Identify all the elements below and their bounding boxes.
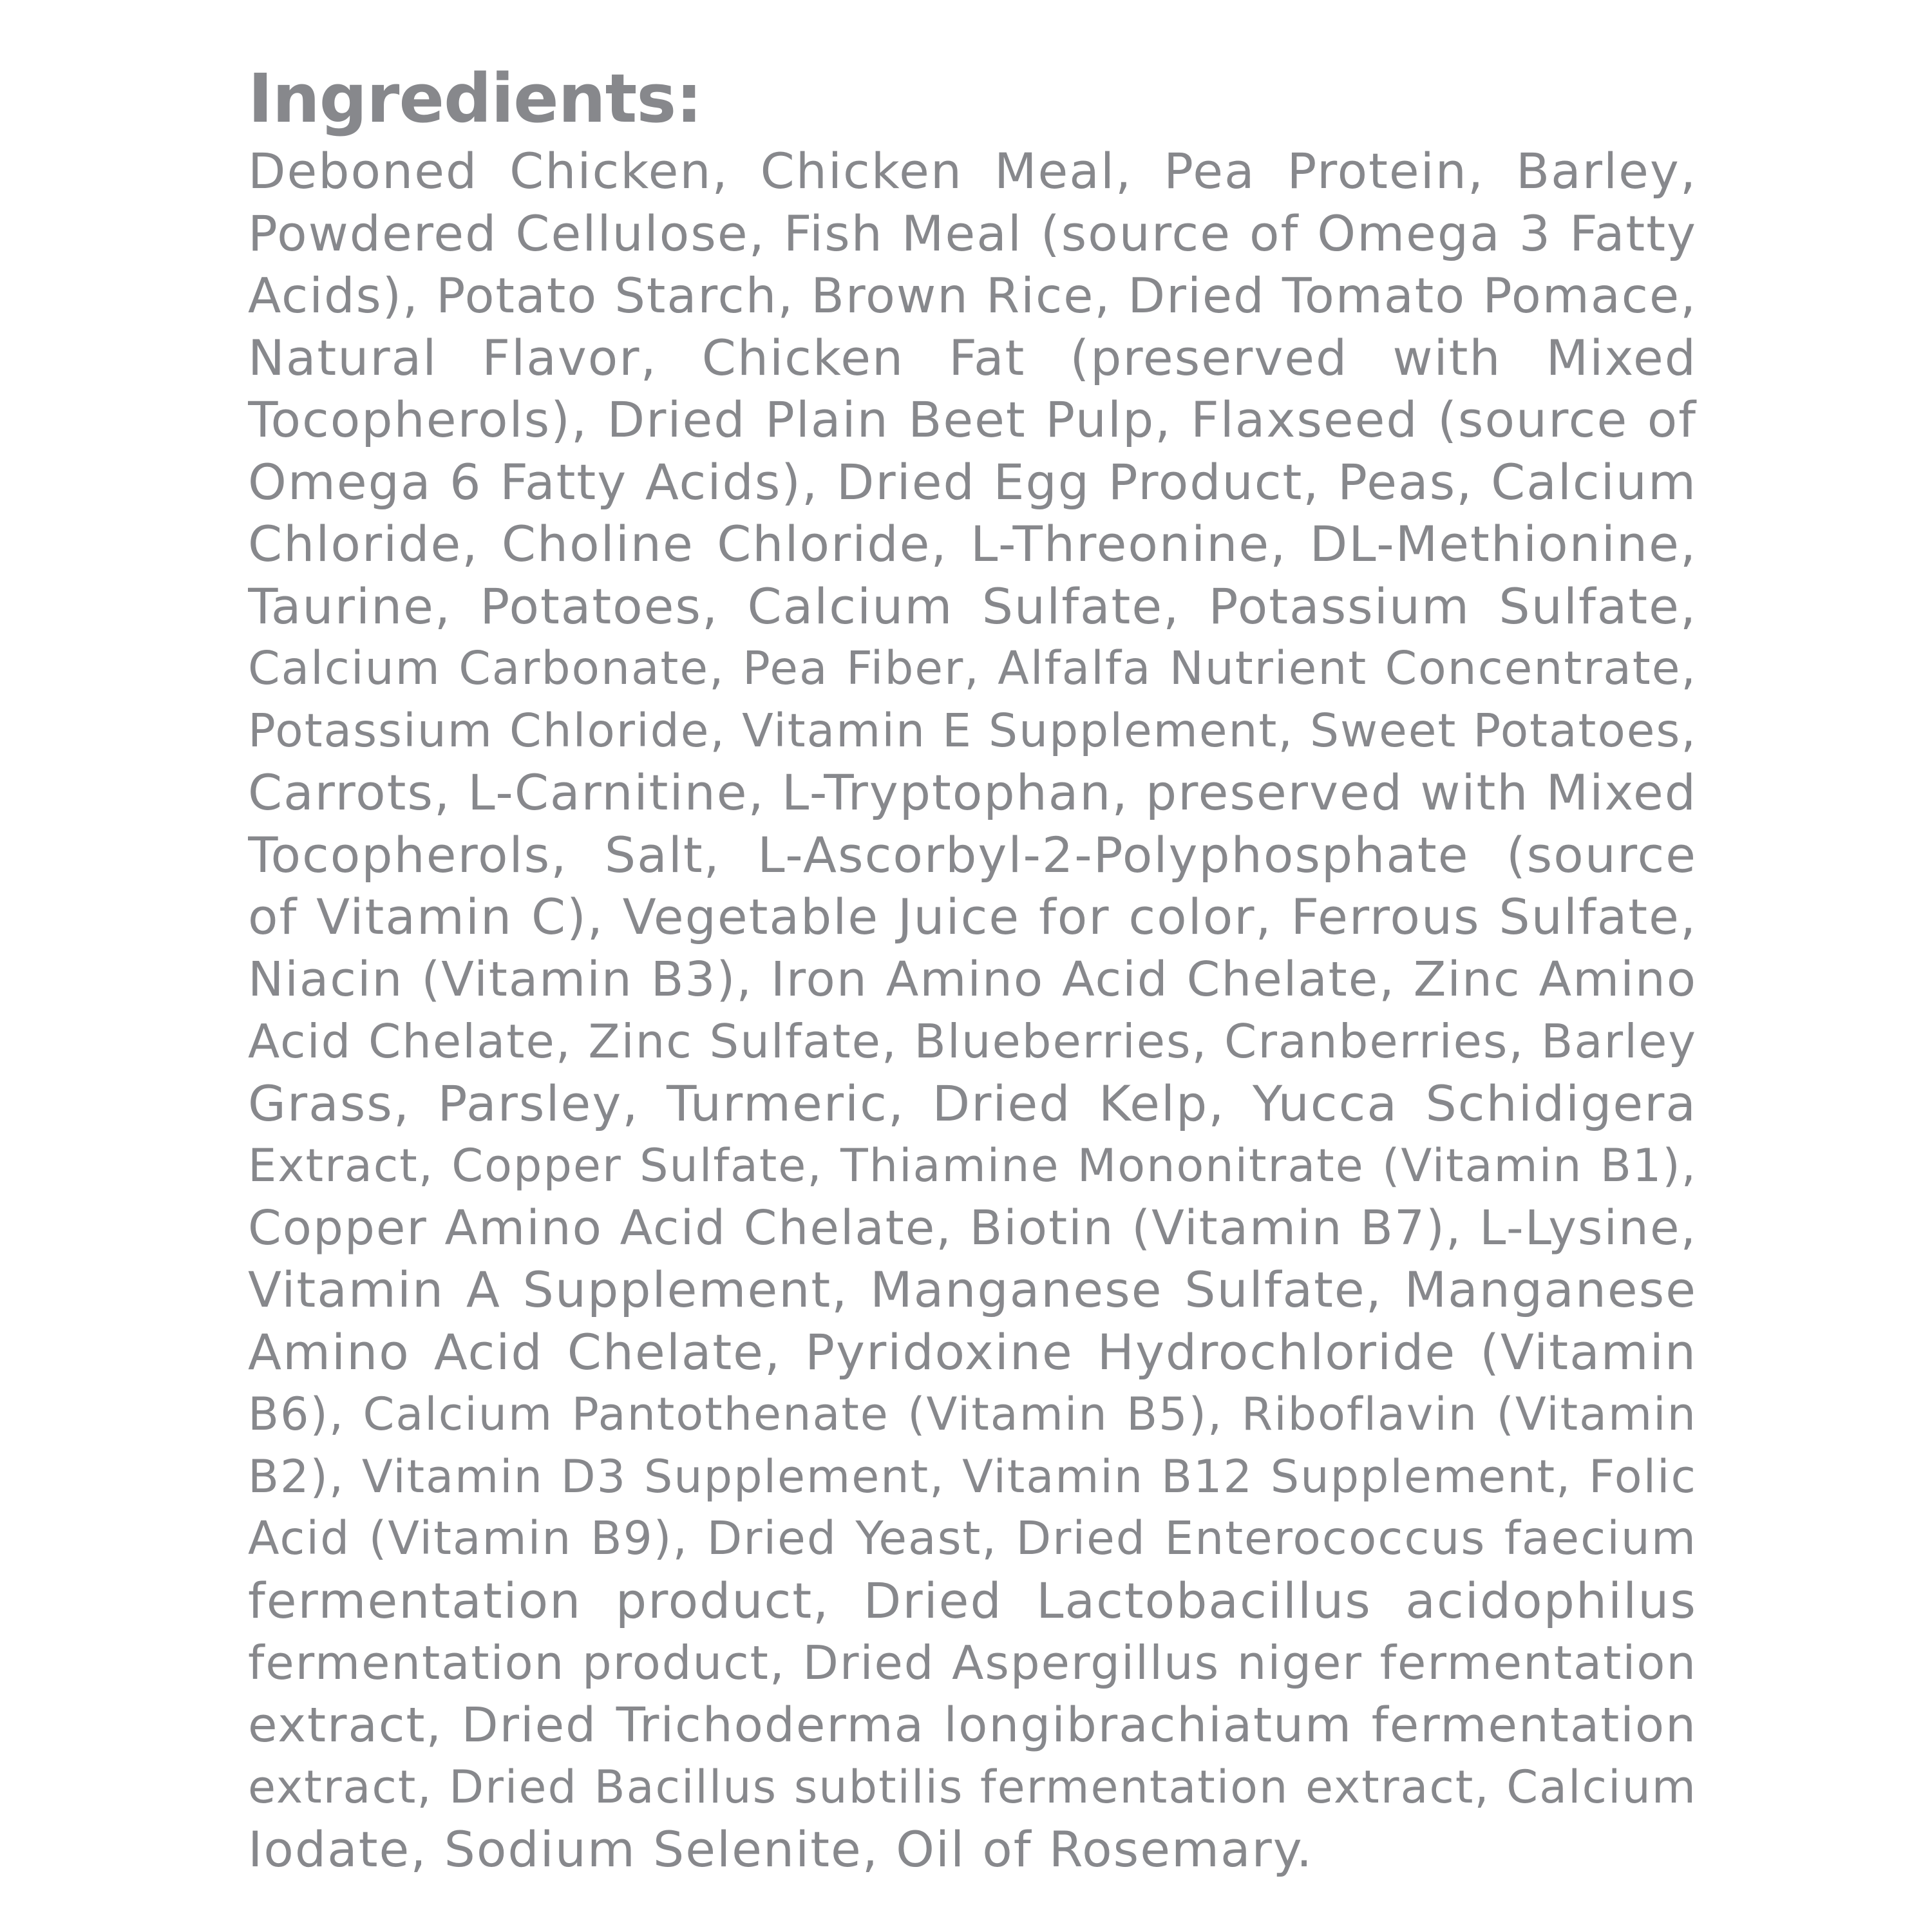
ingredient-line: Iodate, Sodium Selenite, Oil of Rosemary. <box>248 1820 1314 1878</box>
ingredient-line: Tocopherols), Dried Plain Beet Pulp, Flaxseed (source of <box>248 391 1697 448</box>
ingredient-line: extract, Dried Trichoderma longibrachiatum fermentation <box>248 1697 1697 1753</box>
ingredients-heading: Ingredients: <box>248 59 702 138</box>
ingredient-line: Chloride, Choline Chloride, L-Threonine, DL-Methionine, <box>248 515 1697 573</box>
ingredient-line: Amino Acid Chelate, Pyridoxine Hydrochloride (Vitamin <box>248 1323 1697 1381</box>
ingredient-line: Grass, Parsley, Turmeric, Dried Kelp, Yucca Schidigera <box>248 1074 1697 1132</box>
ingredient-line: Natural Flavor, Chicken Fat (preserved with Mixed <box>248 328 1697 386</box>
ingredient-line: B2), Vitamin D3 Supplement, Vitamin B12 Supplement, Folic <box>248 1450 1697 1503</box>
ingredient-line: Taurine, Potatoes, Calcium Sulfate, Potassium Sulfate, <box>248 577 1697 635</box>
ingredient-line: Acids), Potato Starch, Brown Rice, Dried Tomato Pomace, <box>248 267 1697 324</box>
ingredient-line: of Vitamin C), Vegetable Juice for color, Ferrous Sulfate, <box>248 888 1697 945</box>
ingredient-line: B6), Calcium Pantothenate (Vitamin B5), Riboflavin (Vitamin <box>248 1388 1697 1441</box>
ingredient-line: Omega 6 Fatty Acids), Dried Egg Product, Peas, Calcium <box>248 453 1697 511</box>
ingredient-line: Potassium Chloride, Vitamin E Supplement, Sweet Potatoes, <box>248 703 1697 757</box>
ingredient-line: Copper Amino Acid Chelate, Biotin (Vitamin B7), L-Lysine, <box>248 1200 1697 1256</box>
ingredient-line: fermentation product, Dried Lactobacillus acidophilus <box>248 1571 1697 1629</box>
ingredient-line: Powdered Cellulose, Fish Meal (source of Omega 3 Fatty <box>248 204 1697 262</box>
ingredients-panel <box>248 57 1697 1880</box>
ingredient-line: Calcium Carbonate, Pea Fiber, Alfalfa Nutrient Concentrate, <box>248 641 1697 695</box>
ingredient-line: Vitamin A Supplement, Manganese Sulfate, Manganese <box>248 1261 1697 1318</box>
ingredient-line: Acid Chelate, Zinc Sulfate, Blueberries, Cranberries, Barley <box>248 1014 1697 1068</box>
ingredient-line: Extract, Copper Sulfate, Thiamine Mononitrate (Vitamin B1), <box>248 1139 1697 1192</box>
ingredient-line: extract, Dried Bacillus subtilis fermentation extract, Calcium <box>248 1761 1697 1814</box>
ingredient-line: Acid (Vitamin B9), Dried Yeast, Dried Enterococcus faecium <box>248 1511 1697 1565</box>
ingredient-line: Carrots, L-Carnitine, L-Tryptophan, preserved with Mixed <box>248 764 1697 821</box>
ingredient-line: Niacin (Vitamin B3), Iron Amino Acid Chelate, Zinc Amino <box>248 951 1697 1007</box>
ingredient-line: fermentation product, Dried Aspergillus niger fermentation <box>248 1636 1697 1690</box>
ingredient-line: Tocopherols, Salt, L-Ascorbyl-2-Polyphosphate (source <box>248 826 1697 884</box>
ingredient-line: Deboned Chicken, Chicken Meal, Pea Protein, Barley, <box>248 142 1697 200</box>
ingredients-list <box>248 140 1697 1880</box>
